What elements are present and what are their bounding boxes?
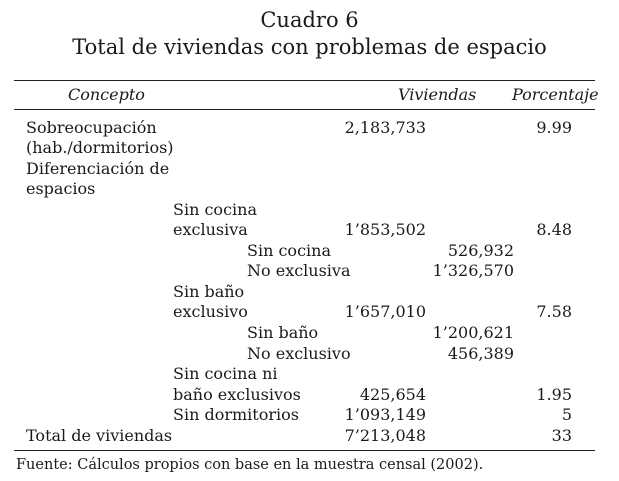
- source-footnote: Fuente: Cálculos propios con base en la muestra censal (2002).: [16, 457, 484, 473]
- sub-row-label: No exclusiva: [247, 261, 351, 280]
- porcentaje-value: 8.48: [536, 220, 572, 239]
- total-label: Total de viviendas: [26, 426, 173, 445]
- sub-row-value: 526,932: [447, 241, 514, 260]
- header-concepto: Concepto: [68, 85, 145, 104]
- sub-row-label: Sin cocina: [247, 241, 331, 260]
- row-label: Sin cocina ni: [173, 364, 278, 383]
- row-label: Sin dormitorios: [173, 405, 299, 424]
- viviendas-value: 425,654: [359, 385, 426, 404]
- sub-row-label: Sin baño: [247, 323, 319, 342]
- row-label: Sobreocupación: [26, 118, 157, 137]
- row-label: exclusivo: [173, 302, 248, 321]
- viviendas-value: 1’657,010: [344, 302, 426, 321]
- porcentaje-value: 1.95: [536, 385, 572, 404]
- total-viviendas: 7’213,048: [344, 426, 426, 445]
- sub-row-value: 1’200,621: [432, 323, 514, 342]
- total-porcentaje: 33: [551, 426, 572, 445]
- viviendas-value: 1’093,149: [344, 405, 426, 424]
- bottom-rule: [14, 450, 595, 451]
- sub-row-value: 456,389: [447, 344, 514, 363]
- row-label: baño exclusivos: [173, 385, 301, 404]
- table-number: Cuadro 6: [260, 8, 359, 32]
- row-label: Sin cocina: [173, 200, 257, 219]
- row-label: espacios: [26, 179, 96, 198]
- viviendas-value: 2,183,733: [344, 118, 426, 137]
- table-title: Total de viviendas con problemas de espacio: [72, 35, 547, 59]
- row-label: exclusiva: [173, 220, 248, 239]
- porcentaje-value: 9.99: [536, 118, 572, 137]
- row-label: Diferenciación de: [26, 159, 170, 178]
- header-porcentaje: Porcentaje: [512, 85, 599, 104]
- row-label: (hab./dormitorios): [26, 138, 174, 157]
- viviendas-value: 1’853,502: [344, 220, 426, 239]
- porcentaje-value: 5: [561, 405, 572, 424]
- header-viviendas: Viviendas: [398, 85, 477, 104]
- sub-row-value: 1’326,570: [432, 261, 514, 280]
- porcentaje-value: 7.58: [536, 302, 572, 321]
- header-rule: [14, 109, 595, 110]
- sub-row-label: No exclusivo: [247, 344, 351, 363]
- row-label: Sin baño: [173, 282, 245, 301]
- top-rule: [14, 80, 595, 81]
